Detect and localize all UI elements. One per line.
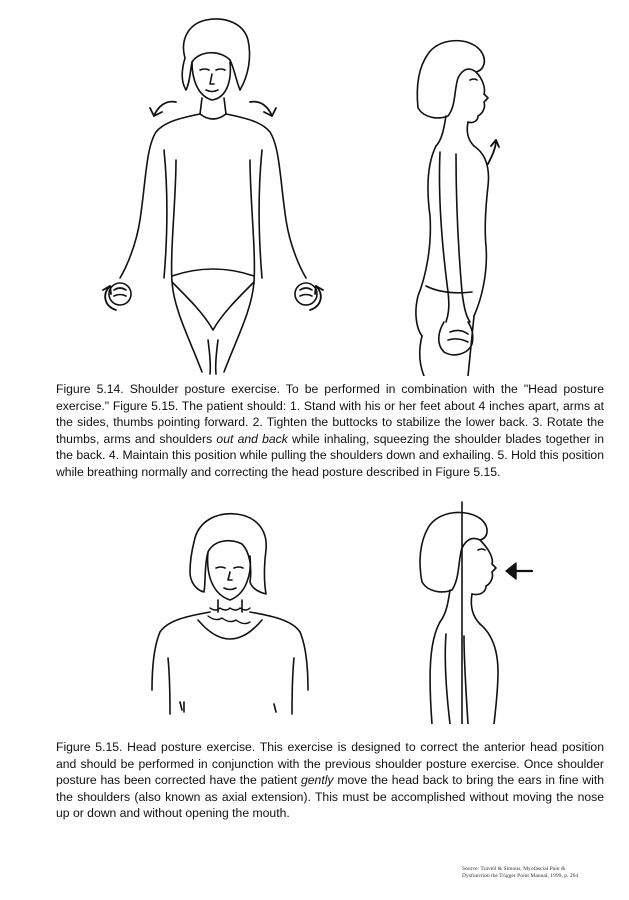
figure-514-caption-text-end: while inhaling, squeezing the shoulder blades together in the back. 4. Maintain this position while pulling the shoulders down and exhailing. 5. Hold this position while breathing normally and correcting the head posture described in Figure 5.15. <box>56 431 604 479</box>
source-citation <box>462 866 622 880</box>
source-line-2: Dysfunction the Trigger Point Manual, 1999, p. 264 <box>462 873 579 879</box>
figure-515-caption-text: Figure 5.15. Head posture exercise. This exercise is designed to correct the anterior head position and should be performed in conjunction with the previous shoulder posture exercise. Once shoulder posture has been corrected have the patient <box>56 740 604 788</box>
figure-514-caption-text: Figure 5.14. Shoulder posture exercise. To be performed in combination with the "Head posture exercise." Figure 5.15. The patient should: 1. Stand with his or her feet about 4 inches apart, arms at the sides, thumbs pointing forward. 2. Tighten the buttocks to stabilize the lower back. 3. Rotate the thumbs, arms and shoulders <box>56 382 604 446</box>
figure-515-caption <box>56 739 604 822</box>
figure-515-caption-text-end: move the head back to bring the ears in fine with the shoulders (also known as axial extension). This must be accomplished without moving the nose up or down and without opening the mouth. <box>56 773 604 821</box>
figure-514-front-view-illustration <box>80 10 340 382</box>
figure-515-caption-emphasis: gently <box>301 773 334 788</box>
figure-514-caption-emphasis: out and back <box>216 431 288 446</box>
figure-515-front-view-illustration <box>148 508 318 722</box>
figure-514-side-view-illustration <box>378 36 538 376</box>
figure-515-side-view-illustration <box>408 500 538 724</box>
figure-514-caption <box>56 381 604 481</box>
source-line-1: Source: Travell & Simons, Myofascial Pain & <box>462 866 566 872</box>
